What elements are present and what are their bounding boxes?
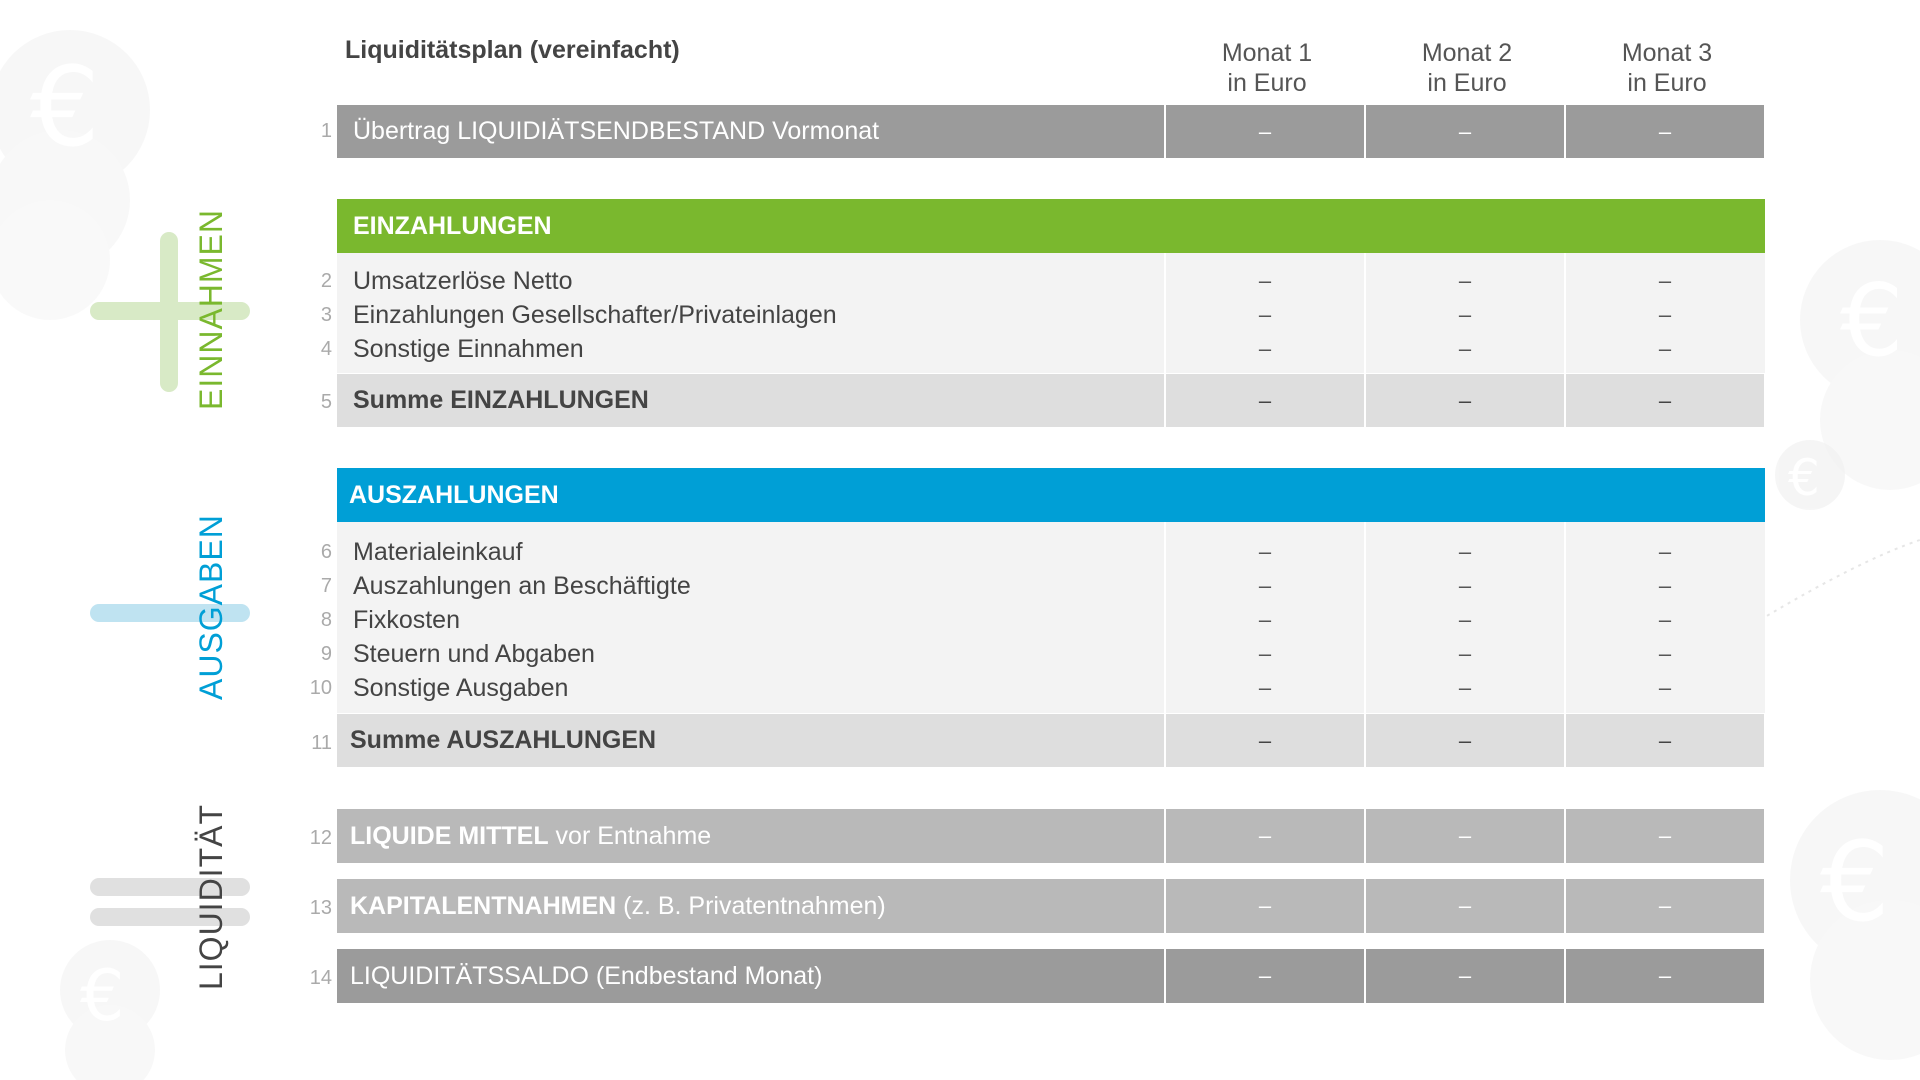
value-cell: – bbox=[1566, 949, 1764, 1003]
side-label-liquiditaet: LIQUIDITÄT bbox=[193, 803, 229, 990]
value-cell: – bbox=[1658, 641, 1672, 666]
row-label bbox=[337, 879, 1164, 933]
value-cell: – bbox=[1366, 879, 1564, 933]
row-label: Sonstige Einnahmen bbox=[353, 334, 584, 363]
row-label-rest: (z. B. Privatentnahmen) bbox=[616, 891, 886, 920]
table-row-liquide-mittel bbox=[337, 809, 1765, 863]
value-cell: – bbox=[1458, 336, 1472, 361]
row-label: Steuern und Abgaben bbox=[353, 639, 595, 668]
row-number: 5 bbox=[320, 391, 332, 413]
svg-text:€: € bbox=[1840, 262, 1904, 379]
row-number: 1 bbox=[320, 120, 332, 142]
value-cell: – bbox=[1166, 105, 1364, 158]
value-cell: – bbox=[1458, 302, 1472, 327]
table-row bbox=[337, 298, 1765, 332]
section-band-auszahlungen: AUSZAHLUNGEN bbox=[337, 468, 1765, 522]
value-cell: – bbox=[1258, 641, 1272, 666]
svg-text:€: € bbox=[1788, 449, 1820, 507]
svg-text:€: € bbox=[80, 955, 125, 1037]
value-cell: – bbox=[1566, 374, 1764, 427]
table-row bbox=[337, 264, 1765, 298]
table-row bbox=[337, 637, 1765, 671]
value-cell: – bbox=[1458, 573, 1472, 598]
value-cell: – bbox=[1366, 374, 1564, 427]
row-label bbox=[337, 809, 1164, 863]
value-cell: – bbox=[1658, 336, 1672, 361]
value-cell: – bbox=[1166, 714, 1364, 767]
column-header-month-3 bbox=[1567, 38, 1767, 98]
table-row bbox=[337, 671, 1765, 705]
value-cell: – bbox=[1458, 675, 1472, 700]
row-label: Umsatzerlöse Netto bbox=[353, 266, 573, 295]
table-row-uebertrag bbox=[337, 105, 1765, 158]
table-row-summe-einzahlungen bbox=[337, 374, 1765, 427]
euro-coin-icon bbox=[1775, 440, 1845, 510]
value-cell: – bbox=[1658, 268, 1672, 293]
value-cell: – bbox=[1366, 949, 1564, 1003]
svg-text:€: € bbox=[30, 43, 100, 171]
row-number: 8 bbox=[320, 609, 332, 631]
value-cell: – bbox=[1658, 573, 1672, 598]
value-cell: – bbox=[1458, 539, 1472, 564]
value-cell: – bbox=[1258, 539, 1272, 564]
row-label-rest: vor Entnahme bbox=[548, 821, 712, 850]
row-number: 7 bbox=[320, 575, 332, 597]
euro-coin-stack-icon bbox=[60, 940, 160, 1080]
value-cell: – bbox=[1458, 641, 1472, 666]
row-label: Übertrag LIQUIDIÄTSENDBESTAND Vormonat bbox=[337, 105, 1164, 158]
column-header-line2: in Euro bbox=[1227, 69, 1307, 97]
value-cell: – bbox=[1658, 539, 1672, 564]
row-number: 3 bbox=[320, 304, 332, 326]
row-label bbox=[337, 949, 1164, 1003]
value-cell: – bbox=[1166, 879, 1364, 933]
column-header-month-2 bbox=[1367, 38, 1567, 98]
value-cell: – bbox=[1566, 809, 1764, 863]
value-cell: – bbox=[1258, 607, 1272, 632]
euro-coin-stack-icon bbox=[1790, 790, 1920, 1060]
table-row-kapitalentnahmen bbox=[337, 879, 1765, 933]
value-cell: – bbox=[1166, 809, 1364, 863]
row-label: Materialeinkauf bbox=[353, 537, 523, 566]
table-row bbox=[337, 603, 1765, 637]
euro-coin-stack-icon bbox=[0, 30, 150, 320]
value-cell: – bbox=[1258, 573, 1272, 598]
value-cell: – bbox=[1458, 268, 1472, 293]
side-label-ausgaben: AUSGABEN bbox=[193, 514, 229, 700]
row-number: 10 bbox=[309, 677, 332, 699]
svg-text:€: € bbox=[1820, 818, 1890, 946]
value-cell: – bbox=[1458, 607, 1472, 632]
side-label-einnahmen: EINNAHMEN bbox=[193, 208, 229, 410]
row-label: Summe EINZAHLUNGEN bbox=[337, 374, 1164, 427]
row-number: 9 bbox=[320, 643, 332, 665]
row-number: 6 bbox=[320, 541, 332, 563]
table-row-liquiditaetssaldo bbox=[337, 949, 1765, 1003]
value-cell: – bbox=[1658, 607, 1672, 632]
column-header-line2: in Euro bbox=[1427, 69, 1507, 97]
row-label: Fixkosten bbox=[353, 605, 460, 634]
row-label-bold: LIQUIDE MITTEL bbox=[350, 821, 549, 850]
value-cell: – bbox=[1658, 302, 1672, 327]
row-number: 14 bbox=[309, 967, 332, 989]
value-cell: – bbox=[1566, 714, 1764, 767]
table-row bbox=[337, 535, 1765, 569]
row-label: Sonstige Ausgaben bbox=[353, 673, 569, 702]
row-label: Auszahlungen an Beschäftigte bbox=[353, 571, 691, 600]
row-label-rest: LIQUIDITÄTSSALDO (Endbestand Monat) bbox=[350, 961, 823, 990]
table-row bbox=[337, 332, 1765, 366]
value-cell: – bbox=[1258, 675, 1272, 700]
column-header-line1: Monat 1 bbox=[1221, 39, 1313, 67]
table-title: Liquiditätsplan (vereinfacht) bbox=[345, 36, 680, 64]
column-header-line1: Monat 2 bbox=[1421, 39, 1513, 67]
row-label: Einzahlungen Gesellschafter/Privateinlagen bbox=[353, 300, 837, 329]
value-cell: – bbox=[1566, 879, 1764, 933]
dotted-curve bbox=[1760, 540, 1920, 620]
row-number: 2 bbox=[320, 270, 332, 292]
value-cell: – bbox=[1258, 336, 1272, 361]
table-row bbox=[337, 569, 1765, 603]
value-cell: – bbox=[1166, 374, 1364, 427]
table-row-summe-auszahlungen bbox=[337, 714, 1765, 767]
value-cell: – bbox=[1366, 809, 1564, 863]
row-number: 12 bbox=[309, 827, 332, 849]
row-label: Summe AUSZAHLUNGEN bbox=[337, 714, 1164, 767]
row-number: 11 bbox=[311, 732, 332, 754]
value-cell: – bbox=[1166, 949, 1364, 1003]
row-number: 13 bbox=[309, 897, 332, 919]
value-cell: – bbox=[1366, 105, 1564, 158]
value-cell: – bbox=[1258, 302, 1272, 327]
column-header-line2: in Euro bbox=[1627, 69, 1707, 97]
section-band-einzahlungen: EINZAHLUNGEN bbox=[337, 199, 1765, 253]
value-cell: – bbox=[1566, 105, 1764, 158]
column-header-line1: Monat 3 bbox=[1621, 39, 1713, 67]
value-cell: – bbox=[1658, 675, 1672, 700]
row-number: 4 bbox=[320, 338, 332, 360]
value-cell: – bbox=[1366, 714, 1564, 767]
value-cell: – bbox=[1258, 268, 1272, 293]
column-header-month-1 bbox=[1167, 38, 1367, 98]
row-label-bold: KAPITALENTNAHMEN bbox=[350, 891, 617, 920]
